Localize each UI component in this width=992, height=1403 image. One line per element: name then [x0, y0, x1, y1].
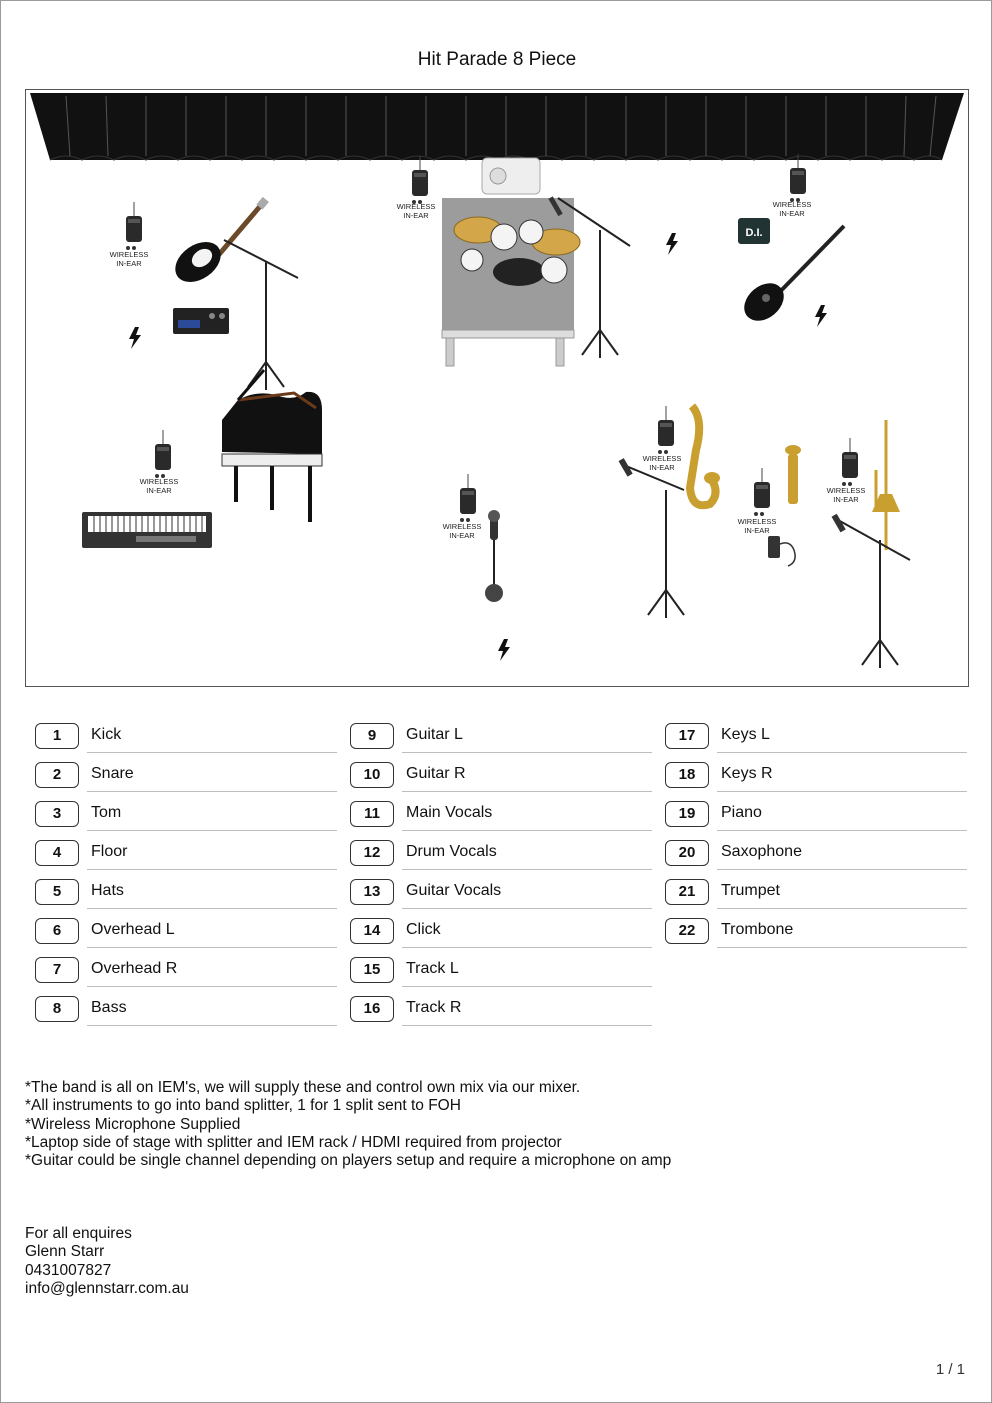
trombone-mic [832, 514, 910, 668]
svg-text:WIRELESS: WIRELESS [109, 250, 149, 259]
iem-trombone [827, 438, 866, 504]
channel-number: 1 [35, 723, 79, 749]
channel-name: Overhead L [91, 921, 175, 938]
keyboard [82, 512, 212, 548]
divider [402, 1025, 652, 1026]
channel-name: Trombone [721, 921, 794, 938]
channel-number: 9 [350, 723, 394, 749]
channel-name: Snare [91, 765, 134, 782]
channel-name: Floor [91, 843, 128, 860]
channel-number: 21 [665, 879, 709, 905]
notes [25, 1079, 671, 1170]
channel-name: Hats [91, 882, 124, 899]
channel-name: Guitar Vocals [406, 882, 502, 899]
divider [87, 986, 337, 987]
note-line: *Guitar could be single channel depending on players setup and require a microphone on amp [25, 1152, 672, 1170]
channel-row [350, 957, 652, 996]
channel-number: 16 [350, 996, 394, 1022]
channel-number: 12 [350, 840, 394, 866]
channel-name: Track L [406, 960, 459, 977]
channel-row [665, 762, 967, 801]
projector [482, 158, 540, 194]
channel-number: 7 [35, 957, 79, 983]
channel-number: 18 [665, 762, 709, 788]
svg-text:WIRELESS: WIRELESS [442, 522, 482, 531]
channel-number: 22 [665, 918, 709, 944]
iem-keys [140, 430, 179, 495]
channel-column-1 [35, 723, 337, 1035]
channel-name: Tom [91, 804, 122, 821]
channel-number: 8 [35, 996, 79, 1022]
divider [87, 869, 337, 870]
iem-trumpet [738, 468, 777, 535]
divider [717, 947, 967, 948]
channel-column-3 [665, 723, 967, 957]
channel-name: Track R [406, 999, 462, 1016]
svg-text:WIRELESS: WIRELESS [139, 477, 179, 486]
note-line: *The band is all on IEM's, we will supply these and control own mix via our mixer. [25, 1079, 581, 1096]
power-bolt [129, 327, 141, 349]
channel-number: 17 [665, 723, 709, 749]
channel-row [35, 762, 337, 801]
channel-number: 14 [350, 918, 394, 944]
channel-number: 4 [35, 840, 79, 866]
sax-mic [619, 458, 684, 618]
iem-bass [773, 154, 812, 218]
divider [717, 791, 967, 792]
channel-name: Bass [91, 999, 127, 1016]
channel-name: Trumpet [721, 882, 780, 899]
channel-number: 3 [35, 801, 79, 827]
divider [402, 791, 652, 792]
guitar-vocal-mic [224, 240, 298, 390]
power-bolt [666, 233, 678, 255]
channel-number: 13 [350, 879, 394, 905]
divider [402, 869, 652, 870]
divider [717, 908, 967, 909]
channel-row [35, 879, 337, 918]
divider [402, 947, 652, 948]
channel-number: 5 [35, 879, 79, 905]
channel-number: 2 [35, 762, 79, 788]
channel-row [35, 840, 337, 879]
channel-number: 6 [35, 918, 79, 944]
divider [402, 986, 652, 987]
channel-number: 20 [665, 840, 709, 866]
svg-text:IN-EAR: IN-EAR [403, 211, 429, 220]
divider [87, 1025, 337, 1026]
channel-row [665, 801, 967, 840]
channel-row [665, 840, 967, 879]
channel-name: Piano [721, 804, 762, 821]
channel-name: Kick [91, 726, 122, 743]
grand-piano [222, 370, 322, 522]
svg-text:WIRELESS: WIRELESS [772, 200, 812, 209]
divider [402, 908, 652, 909]
contact-email: info@glennstarr.com.au [25, 1279, 189, 1297]
channel-name: Main Vocals [406, 804, 493, 821]
trumpet-clip-mic [768, 536, 795, 566]
channel-name: Keys R [721, 765, 773, 782]
curtain [30, 93, 964, 160]
svg-text:D.I.: D.I. [745, 227, 763, 239]
channel-number: 15 [350, 957, 394, 983]
divider [87, 830, 337, 831]
iem-sax [643, 406, 682, 472]
stage-plot [25, 89, 969, 687]
channel-row [35, 918, 337, 957]
power-bolt [498, 639, 510, 661]
svg-text:IN-EAR: IN-EAR [779, 209, 805, 218]
svg-text:IN-EAR: IN-EAR [449, 531, 475, 540]
svg-text:IN-EAR: IN-EAR [833, 495, 859, 504]
channel-row [350, 879, 652, 918]
channel-row [350, 996, 652, 1035]
channel-row [350, 801, 652, 840]
channel-row [350, 918, 652, 957]
channel-name: Keys L [721, 726, 770, 743]
iem-drums [397, 156, 436, 220]
contact-heading: For all enquires [25, 1225, 132, 1242]
channel-name: Guitar L [406, 726, 463, 743]
svg-text:WIRELESS: WIRELESS [396, 202, 436, 211]
divider [402, 752, 652, 753]
channel-name: Guitar R [406, 765, 466, 782]
iem-vocals [443, 474, 482, 540]
divider [717, 830, 967, 831]
trombone [872, 420, 900, 550]
contact-name: Glenn Starr [25, 1243, 105, 1261]
channel-row [665, 918, 967, 957]
channel-name: Saxophone [721, 843, 802, 860]
electric-guitar [168, 197, 269, 290]
divider [87, 791, 337, 792]
divider [402, 830, 652, 831]
channel-name: Overhead R [91, 960, 178, 977]
channel-row [665, 723, 967, 762]
svg-text:IN-EAR: IN-EAR [744, 526, 770, 535]
contact-phone: 0431007827 [25, 1261, 112, 1279]
channel-column-2 [350, 723, 652, 1035]
svg-text:WIRELESS: WIRELESS [642, 454, 682, 463]
saxophone [690, 406, 720, 505]
channel-row [35, 957, 337, 996]
channel-row [350, 840, 652, 879]
divider [87, 752, 337, 753]
channel-name: Drum Vocals [406, 843, 497, 860]
divider [717, 752, 967, 753]
page-number: 1 / 1 [935, 1361, 965, 1378]
page-title: Hit Parade 8 Piece [417, 49, 577, 70]
channel-row [350, 762, 652, 801]
contact-block [25, 1225, 189, 1298]
svg-text:WIRELESS: WIRELESS [737, 517, 777, 526]
svg-text:WIRELESS: WIRELESS [826, 486, 866, 495]
svg-text:IN-EAR: IN-EAR [116, 259, 142, 268]
note-line: *Wireless Microphone Supplied [25, 1115, 241, 1133]
channel-row [35, 801, 337, 840]
channel-name: Click [406, 921, 441, 938]
channel-row [35, 996, 337, 1035]
iem-guitar [110, 202, 149, 268]
divider [87, 947, 337, 948]
divider [717, 869, 967, 870]
channel-row [350, 723, 652, 762]
channel-row [35, 723, 337, 762]
channel-number: 10 [350, 762, 394, 788]
channel-number: 19 [665, 801, 709, 827]
di-box [738, 218, 770, 244]
power-bolt [815, 305, 827, 327]
guitar-fx-unit [173, 308, 229, 334]
note-line: *All instruments to go into band splitter, 1 for 1 split sent to FOH [25, 1097, 461, 1115]
svg-text:IN-EAR: IN-EAR [146, 486, 172, 495]
trumpet [785, 445, 801, 504]
main-vocal-mic [485, 510, 503, 602]
divider [87, 908, 337, 909]
channel-number: 11 [350, 801, 394, 827]
note-line: *Laptop side of stage with splitter and IEM rack / HDMI required from projector [25, 1133, 562, 1151]
svg-text:IN-EAR: IN-EAR [649, 463, 675, 472]
channel-row [665, 879, 967, 918]
